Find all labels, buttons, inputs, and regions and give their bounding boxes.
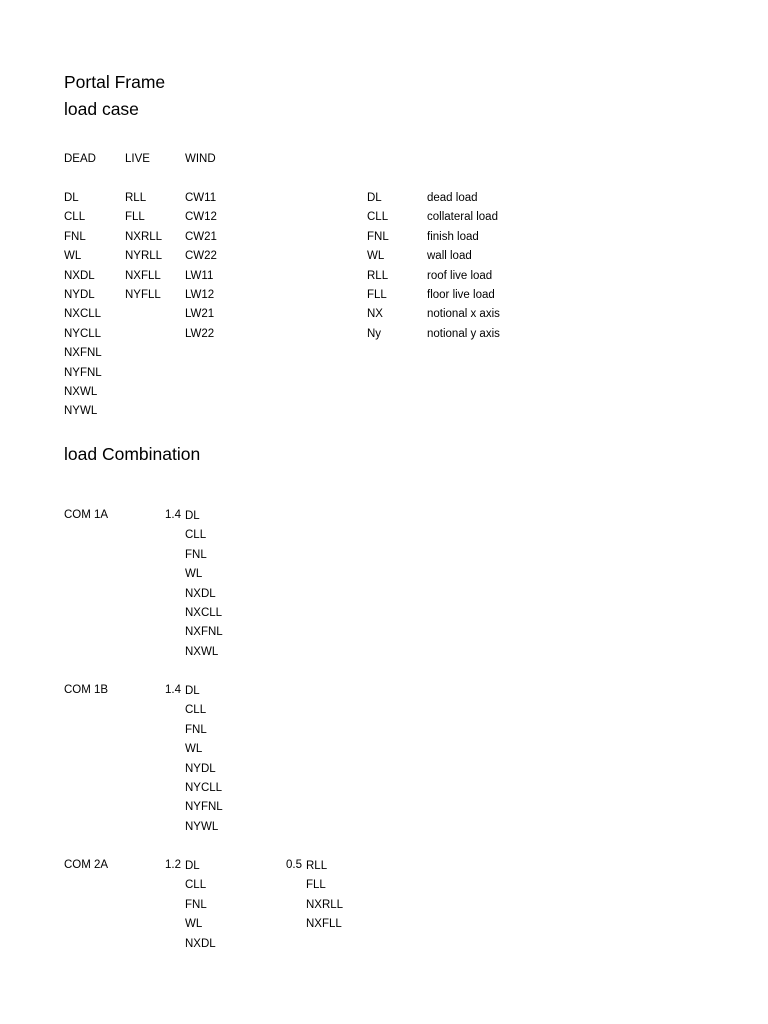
combination-load: DL (185, 510, 200, 522)
combination-load-list (185, 682, 223, 837)
combination-load-list (185, 857, 216, 954)
combination-load: WL (185, 743, 203, 756)
header-dead: DEAD (64, 153, 96, 165)
combination-load: NXCLL (185, 606, 223, 619)
combination-title: load Combination (64, 444, 201, 464)
legend-desc: notional x axis (427, 308, 500, 321)
dead-case-item: NYFNL (64, 366, 102, 379)
doc-subtitle: load case (64, 99, 139, 119)
combination-load: NXRLL (306, 898, 344, 911)
combination-load: CLL (185, 704, 207, 717)
combination-load: WL (185, 568, 203, 581)
live-case-item: NXFLL (125, 269, 161, 282)
combination-load: NXFNL (185, 626, 223, 639)
dead-case-item: NXCLL (64, 308, 102, 321)
combination-load: NYWL (185, 820, 219, 833)
combination-load: RLL (306, 860, 328, 872)
wind-case-item: LW22 (185, 327, 215, 340)
wind-case-item: CW12 (185, 211, 217, 224)
dead-case-item: NXFNL (64, 347, 102, 360)
legend-abbr: FLL (367, 288, 387, 301)
combination-load: CLL (185, 879, 207, 892)
legend-abbr: DL (367, 192, 382, 204)
live-case-item: RLL (125, 192, 147, 204)
dead-case-item: FNL (64, 230, 86, 243)
dead-case-item: NXWL (64, 385, 98, 398)
legend-abbr: NX (367, 308, 383, 321)
header-wind: WIND (185, 153, 216, 165)
wind-case-item: CW21 (185, 230, 217, 243)
combination-name: COM 2A (64, 859, 109, 871)
combination-factor: 1.4 (165, 684, 181, 696)
dead-case-list (64, 189, 102, 422)
combination-load: NXWL (185, 645, 219, 658)
legend-abbr: CLL (367, 211, 389, 224)
combination-load: CLL (185, 529, 207, 542)
combination-load: NXFLL (306, 918, 342, 931)
legend-desc: finish load (427, 230, 479, 243)
live-case-list (125, 189, 162, 305)
legend-desc: collateral load (427, 211, 498, 224)
doc-title: Portal Frame (64, 72, 166, 92)
dead-case-item: NYDL (64, 288, 95, 301)
dead-case-item: NYWL (64, 405, 98, 418)
wind-case-item: LW11 (185, 269, 214, 282)
combination-factor-secondary: 0.5 (286, 859, 302, 871)
legend-abbr: FNL (367, 230, 389, 243)
legend-desc-list (427, 189, 500, 344)
legend-desc: dead load (427, 192, 478, 204)
combination-load-list-secondary (306, 857, 343, 935)
wind-case-item: LW12 (185, 288, 215, 301)
header-live: LIVE (125, 153, 150, 165)
dead-case-item: NYCLL (64, 327, 102, 340)
combination-load: WL (185, 918, 203, 931)
legend-desc: floor live load (427, 288, 495, 301)
combination-load: FNL (185, 723, 207, 736)
combination-load-list (185, 507, 223, 662)
combination-load: DL (185, 685, 200, 697)
live-case-item: NYFLL (125, 288, 161, 301)
wind-case-item: CW22 (185, 250, 217, 263)
live-case-item: NYRLL (125, 250, 163, 263)
combination-load: FNL (185, 898, 207, 911)
combination-load: NYCLL (185, 781, 223, 794)
combination-factor: 1.4 (165, 509, 181, 521)
combination-load: FLL (306, 879, 326, 892)
wind-case-item: CW11 (185, 192, 217, 204)
legend-abbr-list (367, 189, 389, 344)
live-case-item: NXRLL (125, 230, 163, 243)
legend-desc: notional y axis (427, 327, 500, 340)
legend-desc: roof live load (427, 269, 493, 282)
dead-case-item: CLL (64, 211, 86, 224)
live-case-item: FLL (125, 211, 145, 224)
wind-case-item: LW21 (185, 308, 215, 321)
combination-load: NXDL (185, 587, 216, 600)
combination-load: FNL (185, 548, 207, 561)
combination-factor: 1.2 (165, 859, 181, 871)
wind-case-list (185, 189, 217, 344)
legend-desc: wall load (427, 250, 472, 263)
combination-load: NYDL (185, 762, 216, 775)
combination-load: NXDL (185, 937, 216, 950)
legend-abbr: WL (367, 250, 385, 263)
dead-case-item: DL (64, 192, 79, 204)
combination-name: COM 1A (64, 509, 109, 521)
combination-load: NYFNL (185, 801, 223, 814)
combination-load: DL (185, 860, 200, 872)
dead-case-item: WL (64, 250, 82, 263)
legend-abbr: RLL (367, 269, 389, 282)
legend-abbr: Ny (367, 327, 382, 340)
dead-case-item: NXDL (64, 269, 95, 282)
combination-name: COM 1B (64, 684, 109, 696)
